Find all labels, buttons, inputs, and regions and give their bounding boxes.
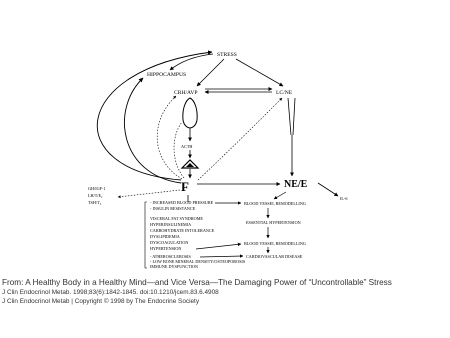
arrow-stress-to-crh <box>197 59 224 86</box>
caption-copyright: J Clin Endocrinol Metab | Copyright © 1998 by The Endocrine Society <box>2 298 200 305</box>
caption-citation: J Clin Endocrinol Metab. 1998;83(6):1842-1845. doi:10.1210/jcem.83.6.4908 <box>2 288 219 296</box>
arrow-htn-to-remodel2 <box>196 244 241 249</box>
feedback-f-to-crh <box>157 96 182 179</box>
acth-label: ACTH <box>181 144 193 149</box>
gh-igf-label: GH/IGF-1 <box>88 186 106 191</box>
arrow-nee-to-remodel <box>274 192 286 199</box>
effect-carbohydrate: CARBOHYDRATE INTOLERANCE <box>150 228 215 233</box>
essential-htn-label: ESSENTIAL HYPERTENSION <box>246 220 301 225</box>
feedback-f-to-axes <box>118 190 180 197</box>
feedback-f-to-hippocampus <box>124 78 181 183</box>
cardio-label: CARDIOVASCULAR DISEASE <box>246 254 303 259</box>
effect-hypertension: HYPERTENSION <box>150 246 182 251</box>
arrow-stress-to-hippocampus <box>170 54 213 70</box>
figure-caption <box>2 278 448 307</box>
lh-t-e-label: LH/T/E₂ <box>88 193 103 198</box>
effects-bracket <box>145 202 147 268</box>
ne-e-label: NE/E <box>284 179 308 190</box>
effect-immune: IMMUNE DYSFUNCTION <box>150 264 199 269</box>
arrow-athero-to-cardio <box>200 256 243 257</box>
hippocampus-label: HIPPOCAMPUS <box>147 72 187 78</box>
remodel-label-1: BLOOD VESSEL REMODELLING <box>244 201 306 206</box>
crh-avp-label: CRH/AVP <box>174 90 198 96</box>
arrow-stress-to-lcne <box>236 59 283 86</box>
remodel-label-2: BLOOD VESSEL REMODELLING <box>244 241 306 246</box>
effect-dyslipidemia: DYSLIPIDEMIA <box>150 234 180 239</box>
arrow-nee-to-il6 <box>318 183 338 196</box>
tsh-t-label: TSH/T₃ <box>88 200 102 205</box>
effect-insulin-resistance: - INSULIN RESISTANCE <box>150 206 196 211</box>
effect-atherosclerosis: - ATHEROSCLEROSIS <box>150 254 191 259</box>
pituitary-shape <box>183 98 197 128</box>
il6-label: IL-6 <box>340 196 348 201</box>
sympathetic-nerve <box>288 98 295 135</box>
feedback-f-to-pituitary <box>174 122 184 178</box>
cortisol-f-label: F <box>181 179 189 194</box>
caption-title: From: A Healthy Body in a Healthy Mind—and Vice Versa—The Damaging Power of “Uncontrollable” Stress <box>2 278 392 287</box>
effect-osteoporosis: - LOW BONE MINERAL DENSITY/OSTEOPOROSIS <box>150 259 246 264</box>
effect-dyscoagulation: DYSCOAGULATION <box>150 240 189 245</box>
lc-ne-label: LC/NE <box>276 90 293 96</box>
effect-hyperinsulinemia: HYPERINSULINEMIA <box>150 222 192 227</box>
effect-blood-pressure: - INCREASED BLOOD PRESSURE <box>150 200 214 205</box>
effect-visceral-fat: VISCERAL FAT SYNDROME <box>150 216 203 221</box>
feedback-f-to-lcne <box>198 98 282 180</box>
stress-label: STRESS <box>217 52 237 58</box>
